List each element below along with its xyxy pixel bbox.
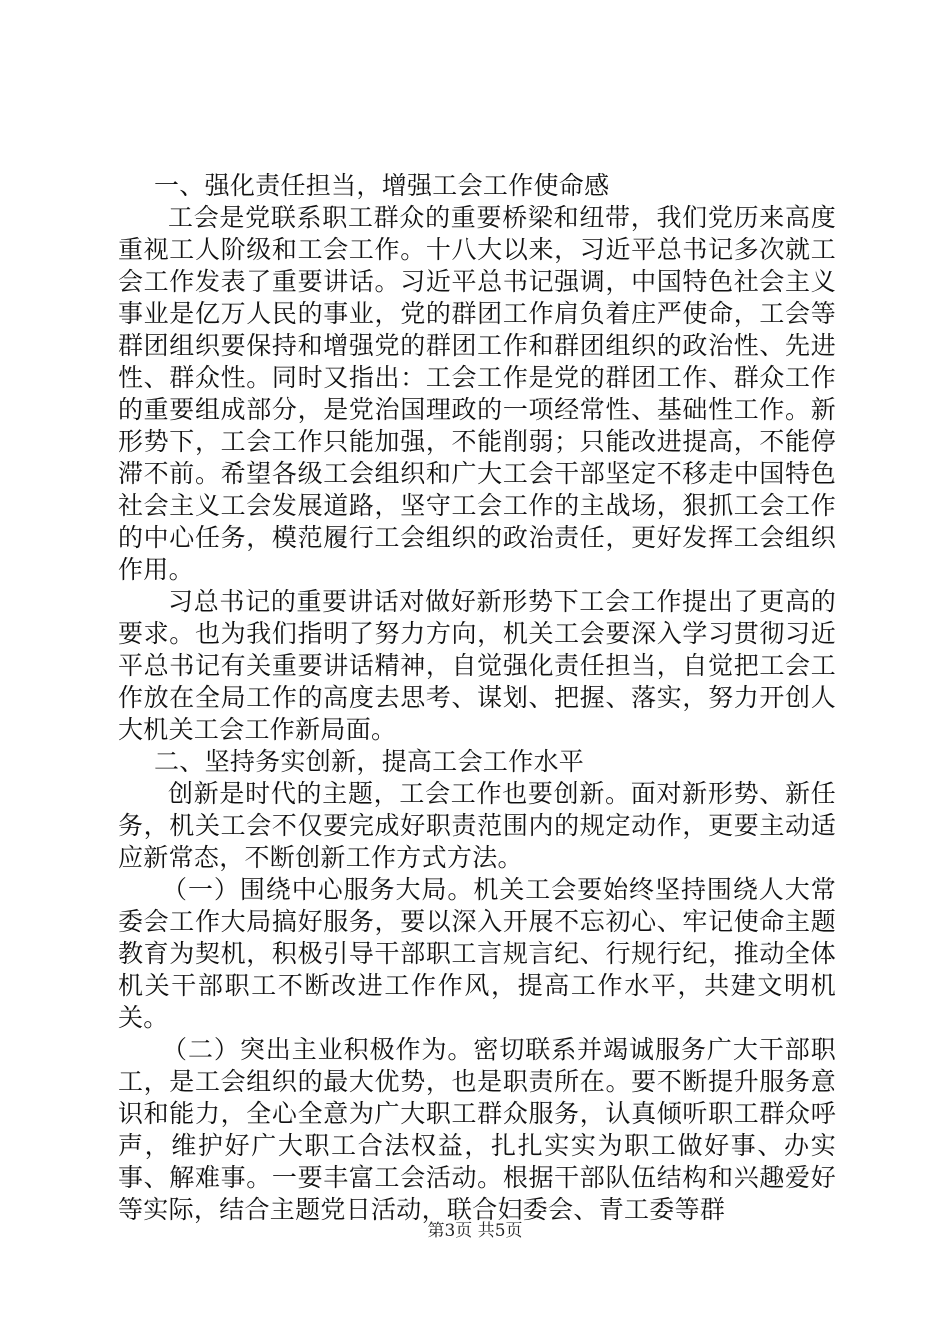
document-body	[118, 170, 836, 1226]
paragraph-5: （二）突出主业积极作为。密切联系并竭诚服务广大干部职工，是工会组织的最大优势，也是职责所在。要不断提升服务意识和能力，全心全意为广大职工群众服务，认真倾听职工群众呼声，维护好广大职工合法权益，扎扎实实为职工做好事、办实事、解难事。一要丰富工会活动。根据干部队伍结构和兴趣爱好等实际，结合主题党日活动，联合妇委会、青工委等群	[118, 1035, 836, 1224]
section-heading-1: 一、强化责任担当，增强工会工作使命感	[154, 171, 610, 200]
page-footer: 第3页 共5页	[427, 1221, 523, 1241]
section-heading-2: 二、坚持务实创新，提高工会工作水平	[154, 747, 585, 776]
paragraph-4: （一）围绕中心服务大局。机关工会要始终坚持围绕人大常委会工作大局搞好服务，要以深入开展不忘初心、牢记使命主题教育为契机，积极引导干部职工言规言纪、行规行纪，推动全体机关干部职工不断改进工作作风，提高工作水平，共建文明机关。	[118, 875, 836, 1032]
paragraph-3: 创新是时代的主题，工会工作也要创新。面对新形势、新任务，机关工会不仅要完成好职责范围内的规定动作，更要主动适应新常态，不断创新工作方式方法。	[118, 779, 836, 872]
paragraph-1: 工会是党联系职工群众的重要桥梁和纽带，我们党历来高度重视工人阶级和工会工作。十八大以来，习近平总书记多次就工会工作发表了重要讲话。习近平总书记强调，中国特色社会主义事业是亿万人民的事业，党的群团工作肩负着庄严使命，工会等群团组织要保持和增强党的群团工作和群团组织的政治性、先进性、群众性。同时又指出：工会工作是党的群团工作、群众工作的重要组成部分，是党治国理政的一项经常性、基础性工作。新形势下，工会工作只能加强，不能削弱；只能改进提高，不能停滞不前。希望各级工会组织和广大工会干部坚定不移走中国特色社会主义工会发展道路，坚守工会工作的主战场，狠抓工会工作的中心任务，模范履行工会组织的政治责任，更好发挥工会组织作用。	[118, 203, 836, 584]
paragraph-2: 习总书记的重要讲话对做好新形势下工会工作提出了更高的要求。也为我们指明了努力方向，机关工会要深入学习贯彻习近平总书记有关重要讲话精神，自觉强化责任担当，自觉把工会工作放在全局工作的高度去思考、谋划、把握、落实，努力开创人大机关工会工作新局面。	[118, 587, 836, 744]
